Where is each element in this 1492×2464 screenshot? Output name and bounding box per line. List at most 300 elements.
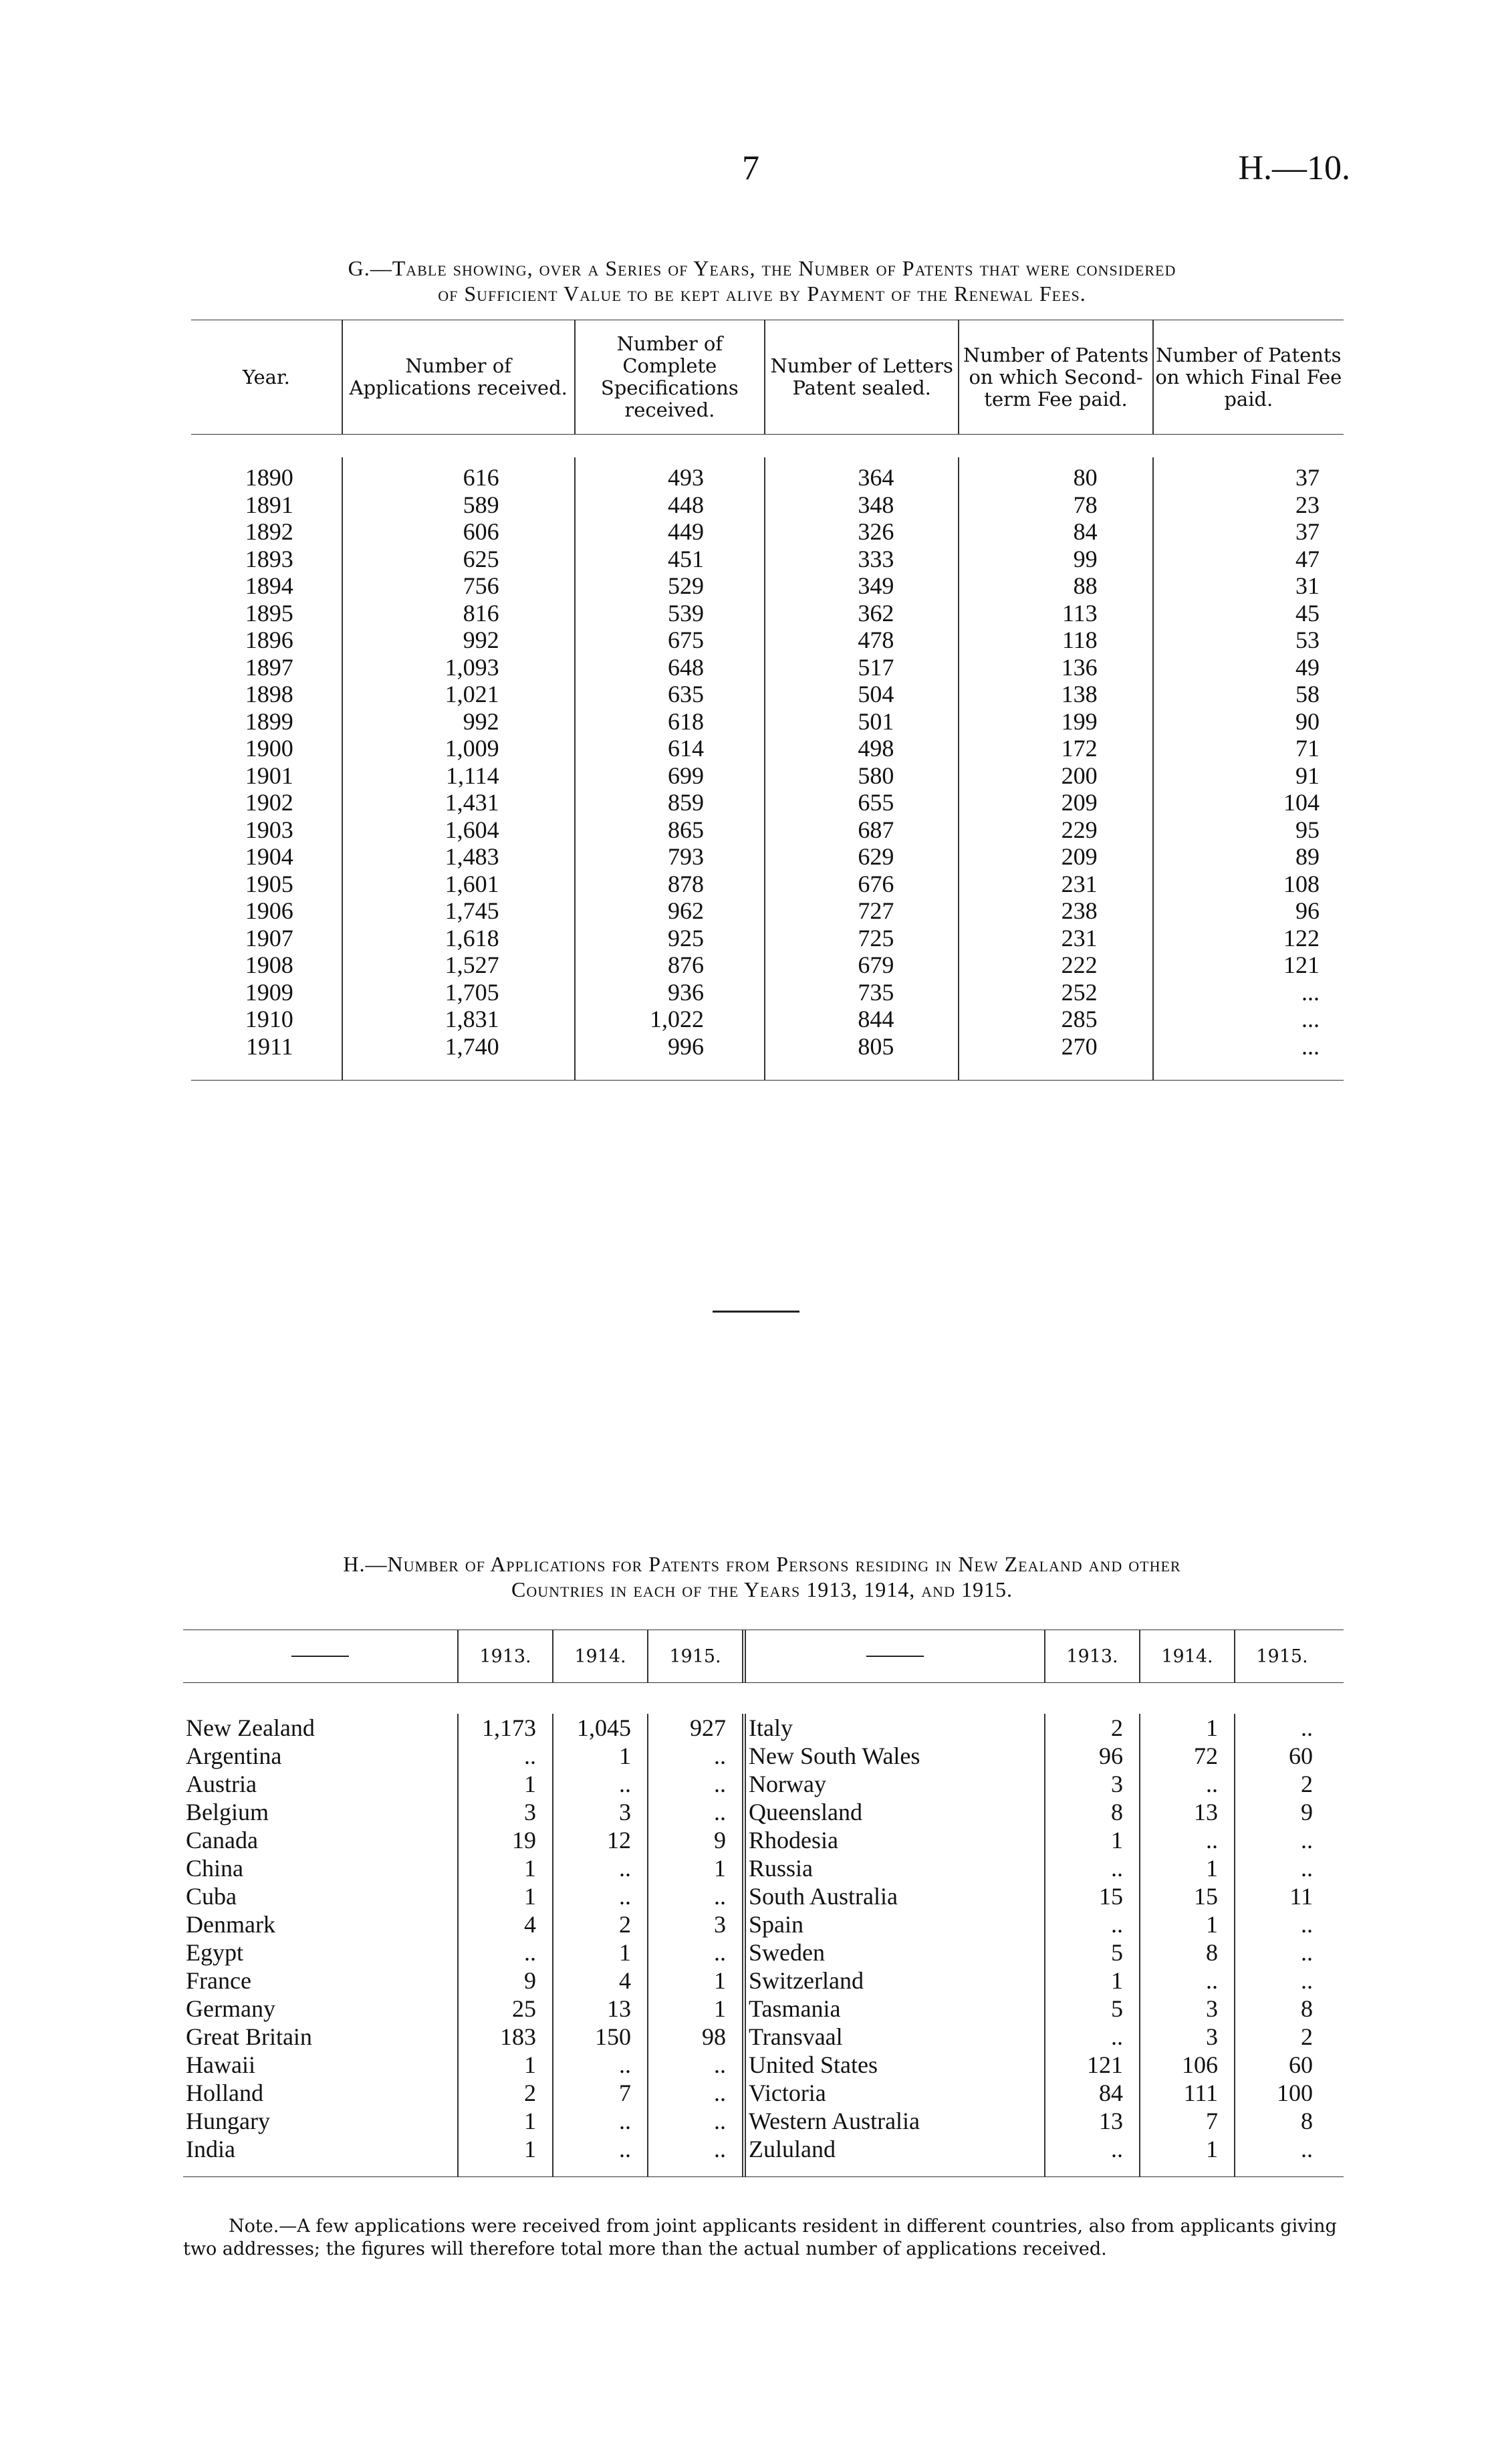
document-reference: H.—10.: [1238, 149, 1350, 187]
table-cell: 655: [858, 789, 894, 816]
table-cell: ..: [1301, 1911, 1313, 1938]
table-cell: 449: [668, 518, 705, 545]
table-cell: 936: [668, 978, 705, 1006]
table-cell: ..: [1301, 1855, 1313, 1882]
table-g-header: [191, 320, 1344, 434]
table-cell: 108: [1283, 870, 1320, 897]
country-name: South Australia: [749, 1883, 898, 1910]
table-cell: ..: [1206, 1771, 1218, 1797]
table-cell: 118: [1062, 627, 1098, 653]
header-applications: Number of Applications received.: [342, 320, 574, 434]
country-name: Egypt: [186, 1939, 243, 1966]
table-cell: ..: [714, 1771, 726, 1797]
table-cell: 58: [1295, 681, 1320, 707]
table-cell: 3: [524, 1799, 536, 1825]
table-h-body: [183, 1714, 1344, 2176]
table-cell: 9: [1301, 1799, 1313, 1825]
table-cell: ..: [1301, 1714, 1313, 1741]
table-cell: 106: [1182, 2051, 1218, 2078]
country-name: Argentina: [186, 1743, 282, 1769]
table-g-col-second-term-fee: [958, 457, 1152, 1080]
table-cell: 96: [1295, 897, 1320, 924]
table-cell: 629: [858, 843, 894, 870]
table-cell: 31: [1295, 572, 1320, 599]
table-cell: 238: [1061, 897, 1098, 924]
table-h-caption-line2: Countries in each of the Years 1913, 1914, and 1915.: [511, 1577, 1013, 1601]
table-cell: 209: [1061, 843, 1098, 870]
table-cell: ..: [1301, 2136, 1313, 2162]
table-cell: 349: [858, 572, 894, 599]
country-name: Cuba: [186, 1883, 237, 1910]
table-cell: 580: [858, 762, 894, 789]
table-cell: 1: [524, 2108, 536, 2134]
section-separator: [713, 1311, 799, 1313]
table-cell: ..: [524, 1939, 536, 1966]
table-g-body: [191, 457, 1344, 1080]
header-final-fee: Number of Patents on which Final Fee paid.: [1152, 320, 1344, 434]
table-cell: 4: [619, 1967, 631, 1994]
table-h-bottom-rule: [183, 2176, 1344, 2177]
table-cell: 1901: [245, 762, 293, 789]
table-cell: 1906: [245, 897, 293, 924]
table-cell: 992: [463, 707, 499, 735]
table-cell: 1,483: [445, 843, 499, 870]
table-cell: 925: [668, 924, 705, 951]
table-cell: ..: [619, 2108, 631, 2134]
table-cell: 1911: [246, 1032, 293, 1060]
table-cell: 1902: [245, 789, 293, 816]
table-cell: 1: [1206, 1911, 1218, 1938]
table-cell: 113: [1062, 599, 1098, 627]
table-cell: ..: [714, 2108, 726, 2134]
table-cell: 517: [858, 653, 894, 681]
table-cell: 1,173: [482, 1714, 536, 1741]
table-cell: ..: [1206, 1827, 1218, 1854]
table-cell: 13: [607, 1995, 631, 2022]
table-cell: 1: [524, 1855, 536, 1882]
table-cell: 1: [619, 1939, 631, 1966]
table-cell: 529: [668, 572, 705, 599]
table-cell: 45: [1295, 599, 1320, 627]
table-cell: 9: [714, 1827, 726, 1854]
table-cell: ..: [1111, 1855, 1123, 1882]
table-cell: 1: [619, 1743, 631, 1769]
table-h-left-col-country: [183, 1714, 457, 2176]
table-cell: 606: [463, 518, 499, 545]
table-cell: 1: [714, 1967, 726, 1994]
country-name: Italy: [749, 1714, 793, 1741]
table-cell: 1,705: [445, 978, 499, 1006]
table-cell: 348: [858, 491, 894, 518]
country-name: Queensland: [749, 1799, 862, 1825]
table-cell: 37: [1295, 464, 1320, 491]
table-cell: 23: [1295, 491, 1320, 518]
country-name: Rhodesia: [749, 1827, 838, 1854]
header-1913-left: 1913.: [457, 1630, 552, 1682]
table-cell: 478: [858, 627, 894, 653]
table-cell: ..: [714, 2136, 726, 2162]
table-cell: 448: [668, 491, 705, 518]
table-cell: 1897: [245, 653, 293, 681]
table-cell: 13: [1194, 1799, 1218, 1825]
table-cell: 7: [1206, 2108, 1218, 2134]
country-name: Norway: [749, 1771, 826, 1797]
table-cell: 78: [1073, 491, 1098, 518]
table-cell: 1,021: [445, 681, 499, 707]
table-cell: 13: [1099, 2108, 1123, 2134]
table-cell: 865: [668, 816, 705, 843]
header-letters-patent: Number of Letters Patent sealed.: [764, 320, 958, 434]
table-cell: 1: [714, 1855, 726, 1882]
table-cell: 3: [1206, 2023, 1218, 2050]
table-cell: 104: [1283, 789, 1320, 816]
table-cell: 3: [1206, 1995, 1218, 2022]
country-name: Tasmania: [749, 1995, 841, 2022]
table-h-left-col-1915: [647, 1714, 742, 2176]
table-cell: 451: [668, 545, 705, 572]
table-cell: 1898: [245, 681, 293, 707]
table-cell: 183: [500, 2023, 536, 2050]
table-cell: 121: [1283, 951, 1320, 978]
table-cell: 625: [463, 545, 499, 572]
table-cell: ..: [1301, 1967, 1313, 1994]
table-cell: 326: [858, 518, 894, 545]
table-cell: 84: [1099, 2080, 1123, 2106]
table-cell: 699: [668, 762, 705, 789]
table-cell: ..: [1206, 1967, 1218, 1994]
table-cell: 138: [1061, 681, 1098, 707]
table-cell: 1903: [245, 816, 293, 843]
table-g-col-final-fee: [1152, 457, 1344, 1080]
table-cell: 3: [1111, 1771, 1123, 1797]
table-cell: 1,093: [445, 653, 499, 681]
table-h-caption-line1: H.—Number of Applications for Patents from Persons residing in New Zealand and other: [343, 1552, 1181, 1576]
table-cell: 4: [524, 1911, 536, 1938]
table-cell: ...: [1301, 978, 1320, 1006]
table-cell: ..: [619, 2051, 631, 2078]
table-cell: 878: [668, 870, 705, 897]
table-cell: 47: [1295, 545, 1320, 572]
table-cell: 2: [1301, 1771, 1313, 1797]
table-cell: ..: [619, 1771, 631, 1797]
table-cell: 252: [1061, 978, 1098, 1006]
table-cell: 2: [524, 2080, 536, 2106]
table-cell: 1904: [245, 843, 293, 870]
table-cell: ..: [524, 1743, 536, 1769]
table-cell: 1908: [245, 951, 293, 978]
table-cell: ...: [1301, 1006, 1320, 1032]
table-h-header-rule: [183, 1682, 1344, 1683]
table-cell: ..: [1111, 1911, 1123, 1938]
table-cell: 589: [463, 491, 499, 518]
table-cell: 7: [619, 2080, 631, 2106]
country-name: Hungary: [186, 2108, 270, 2134]
table-cell: 1899: [245, 707, 293, 735]
header-second-term-fee: Number of Patents on which Second-term Fee paid.: [958, 320, 1152, 434]
table-cell: 15: [1194, 1883, 1218, 1910]
table-cell: 1,009: [445, 735, 499, 762]
table-cell: 200: [1061, 762, 1098, 789]
country-name: France: [186, 1967, 251, 1994]
table-cell: 962: [668, 897, 705, 924]
header-year: Year.: [242, 365, 290, 388]
header-country-right: [742, 1630, 1044, 1682]
table-cell: 99: [1073, 545, 1098, 572]
country-name: Canada: [186, 1827, 258, 1854]
table-cell: 8: [1301, 1995, 1313, 2022]
table-cell: 3: [619, 1799, 631, 1825]
table-cell: 209: [1061, 789, 1098, 816]
table-cell: 1909: [245, 978, 293, 1006]
table-cell: 80: [1073, 464, 1098, 491]
table-cell: 1,831: [445, 1006, 499, 1032]
table-cell: ..: [619, 2136, 631, 2162]
table-cell: 95: [1295, 816, 1320, 843]
table-cell: 1,618: [445, 924, 499, 951]
table-cell: 172: [1061, 735, 1098, 762]
table-cell: 1907: [245, 924, 293, 951]
table-cell: 270: [1061, 1032, 1098, 1060]
table-cell: 876: [668, 951, 705, 978]
country-name: Austria: [186, 1771, 257, 1797]
table-cell: 1: [524, 2136, 536, 2162]
country-name: New South Wales: [749, 1743, 920, 1769]
table-cell: 992: [463, 627, 499, 653]
country-name: United States: [749, 2051, 878, 2078]
table-cell: 222: [1061, 951, 1098, 978]
table-cell: 498: [858, 735, 894, 762]
country-name: Denmark: [186, 1911, 275, 1938]
table-cell: ..: [714, 1743, 726, 1769]
table-cell: ..: [714, 1939, 726, 1966]
table-cell: 100: [1277, 2080, 1313, 2106]
table-cell: 844: [858, 1006, 894, 1032]
table-cell: 60: [1289, 1743, 1313, 1769]
table-cell: 1,431: [445, 789, 499, 816]
table-g: [191, 320, 1344, 1081]
table-cell: 1,022: [650, 1006, 705, 1032]
table-cell: 19: [512, 1827, 536, 1854]
country-name: Holland: [186, 2080, 263, 2106]
table-cell: 12: [607, 1827, 631, 1854]
table-cell: 122: [1283, 924, 1320, 951]
table-cell: ..: [714, 1799, 726, 1825]
table-cell: 1895: [245, 599, 293, 627]
table-cell: 25: [512, 1995, 536, 2022]
country-name: Zululand: [749, 2136, 836, 2162]
country-name: Hawaii: [186, 2051, 255, 2078]
table-cell: 9: [524, 1967, 536, 1994]
table-cell: 89: [1295, 843, 1320, 870]
table-cell: 72: [1194, 1743, 1218, 1769]
table-cell: 84: [1073, 518, 1098, 545]
table-cell: 1: [1206, 1714, 1218, 1741]
table-cell: 111: [1183, 2080, 1218, 2106]
table-g-header-rule: [191, 434, 1344, 435]
table-cell: ..: [714, 2080, 726, 2106]
table-cell: 501: [858, 707, 894, 735]
header-1915-left: 1915.: [647, 1630, 742, 1682]
table-cell: 927: [690, 1714, 726, 1741]
table-cell: 91: [1295, 762, 1320, 789]
table-cell: 8: [1206, 1939, 1218, 1966]
table-cell: 199: [1061, 707, 1098, 735]
country-name: Germany: [186, 1995, 275, 2022]
table-cell: ..: [619, 1855, 631, 1882]
table-cell: 8: [1111, 1799, 1123, 1825]
table-cell: ...: [1301, 1032, 1320, 1060]
table-h-left-col-1914: [552, 1714, 647, 2176]
table-cell: 756: [463, 572, 499, 599]
table-cell: 735: [858, 978, 894, 1006]
table-cell: 1: [714, 1995, 726, 2022]
table-g-bottom-rule: [191, 1080, 1344, 1081]
table-cell: 8: [1301, 2108, 1313, 2134]
table-cell: 37: [1295, 518, 1320, 545]
table-cell: 1,045: [577, 1714, 631, 1741]
table-cell: 333: [858, 545, 894, 572]
table-cell: 5: [1111, 1939, 1123, 1966]
table-cell: 1910: [245, 1006, 293, 1032]
table-g-caption-line1: G.—Table showing, over a Series of Years, the Number of Patents that were considered: [348, 256, 1176, 280]
table-cell: 96: [1099, 1743, 1123, 1769]
country-name: Belgium: [186, 1799, 269, 1825]
table-cell: 493: [668, 464, 705, 491]
country-name: Western Australia: [749, 2108, 920, 2134]
country-name: Switzerland: [749, 1967, 864, 1994]
header-specifications: Number of Complete Specifications received.: [574, 320, 764, 434]
table-cell: 1,527: [445, 951, 499, 978]
country-name: New Zealand: [186, 1714, 315, 1741]
table-cell: 88: [1073, 572, 1098, 599]
table-g-col-letters-patent: [764, 457, 958, 1080]
table-cell: 229: [1061, 816, 1098, 843]
table-cell: 727: [858, 897, 894, 924]
table-cell: 1905: [245, 870, 293, 897]
table-cell: ..: [714, 2051, 726, 2078]
table-cell: 136: [1061, 653, 1098, 681]
table-cell: 1891: [245, 491, 293, 518]
table-cell: 1896: [245, 627, 293, 653]
table-h: [183, 1630, 1344, 2177]
table-cell: 15: [1099, 1883, 1123, 1910]
table-cell: 98: [702, 2023, 726, 2050]
table-cell: 2: [619, 1911, 631, 1938]
table-cell: 2: [1301, 2023, 1313, 2050]
country-name: Great Britain: [186, 2023, 312, 2050]
table-cell: 725: [858, 924, 894, 951]
table-cell: ..: [1301, 1827, 1313, 1854]
table-cell: 1: [1111, 1827, 1123, 1854]
table-cell: 1: [1206, 1855, 1218, 1882]
country-name: Russia: [749, 1855, 814, 1882]
table-cell: ..: [1111, 2136, 1123, 2162]
table-g-caption-line2: of Sufficient Value to be kept alive by Payment of the Renewal Fees.: [438, 282, 1086, 306]
table-cell: 49: [1295, 653, 1320, 681]
table-cell: 1: [524, 1883, 536, 1910]
table-cell: 859: [668, 789, 705, 816]
table-cell: 5: [1111, 1995, 1123, 2022]
table-g-col-specifications: [574, 457, 764, 1080]
table-cell: 675: [668, 627, 705, 653]
table-cell: 3: [714, 1911, 726, 1938]
table-cell: 53: [1295, 627, 1320, 653]
table-cell: 618: [668, 707, 705, 735]
table-cell: 1893: [245, 545, 293, 572]
table-cell: 614: [668, 735, 705, 762]
table-cell: 679: [858, 951, 894, 978]
table-cell: 90: [1295, 707, 1320, 735]
header-1914-left: 1914.: [552, 1630, 647, 1682]
table-cell: 231: [1061, 870, 1098, 897]
table-cell: 2: [1111, 1714, 1123, 1741]
country-name: China: [186, 1855, 243, 1882]
table-cell: ..: [714, 1883, 726, 1910]
table-cell: 793: [668, 843, 705, 870]
table-cell: 635: [668, 681, 705, 707]
table-h-header: [183, 1630, 1344, 1682]
table-cell: 364: [858, 464, 894, 491]
table-g-col-applications: [342, 457, 574, 1080]
table-cell: 676: [858, 870, 894, 897]
header-1913-right: 1913.: [1044, 1630, 1139, 1682]
table-cell: 285: [1061, 1006, 1098, 1032]
table-cell: 231: [1061, 924, 1098, 951]
table-h-note: Note.—A few applications were received from joint applicants resident in different countries, also from applicants giving two addresses; the figures will therefore total more than the actual number of applications received.: [183, 2216, 1337, 2259]
table-cell: 1: [524, 2051, 536, 2078]
table-cell: 1900: [245, 735, 293, 762]
table-cell: 1,740: [445, 1032, 499, 1060]
table-cell: 996: [668, 1032, 705, 1060]
table-cell: ..: [619, 1883, 631, 1910]
table-cell: 1: [1206, 2136, 1218, 2162]
table-cell: 1890: [245, 464, 293, 491]
table-h-right-col-1913: [1044, 1714, 1139, 2176]
table-cell: 71: [1295, 735, 1320, 762]
table-cell: 1894: [245, 572, 293, 599]
table-cell: 616: [463, 464, 499, 491]
table-cell: 1: [1111, 1967, 1123, 1994]
table-cell: 1892: [245, 518, 293, 545]
country-name: Victoria: [749, 2080, 826, 2106]
table-cell: 1,114: [446, 762, 499, 789]
table-cell: 805: [858, 1032, 894, 1060]
country-name: Spain: [749, 1911, 804, 1938]
table-cell: 60: [1289, 2051, 1313, 2078]
table-cell: 1: [524, 1771, 536, 1797]
table-g-col-year: [191, 457, 342, 1080]
table-cell: 1,745: [445, 897, 499, 924]
table-cell: ..: [1111, 2023, 1123, 2050]
country-name: Transvaal: [749, 2023, 843, 2050]
table-cell: 362: [858, 599, 894, 627]
table-cell: 539: [668, 599, 705, 627]
table-cell: ..: [1301, 1939, 1313, 1966]
table-cell: 1,601: [445, 870, 499, 897]
table-cell: 687: [858, 816, 894, 843]
country-name: Sweden: [749, 1939, 825, 1966]
table-h-right-col-1914: [1139, 1714, 1234, 2176]
table-cell: 121: [1087, 2051, 1123, 2078]
table-h-right-col-country: [742, 1714, 1044, 2176]
table-cell: 150: [595, 2023, 631, 2050]
table-cell: 11: [1289, 1883, 1313, 1910]
table-cell: 648: [668, 653, 705, 681]
table-cell: 816: [463, 599, 499, 627]
table-cell: 1,604: [445, 816, 499, 843]
table-h-left-col-1913: [457, 1714, 552, 2176]
table-cell: 504: [858, 681, 894, 707]
